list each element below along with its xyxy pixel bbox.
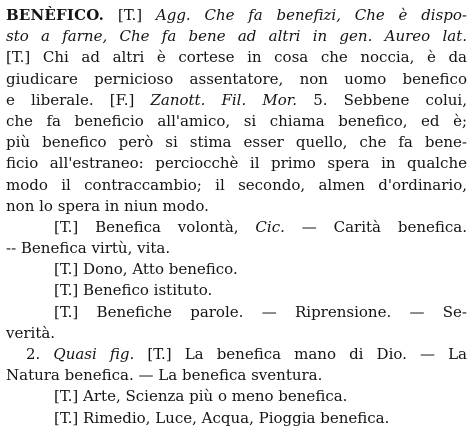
entry-text: [T.] Rimedio, Luce, Acqua, Pioggia benefica. (54, 408, 390, 427)
entry-line (6, 111, 467, 132)
entry-text: che fa beneficio all'amico, si chiama benefico, ed è; (6, 111, 467, 130)
entry-text: [T.] Dono, Atto benefico. (54, 260, 238, 279)
entry-text: [T.] Benefiche parole. — Riprensione. — Se- (54, 302, 467, 321)
entry-line (6, 323, 467, 344)
entry-line (6, 69, 467, 90)
entry-text: giudicare pernicioso assentatore, non uomo benefico (6, 69, 467, 88)
entry-line (6, 259, 467, 280)
entry-line (6, 408, 467, 429)
entry-line (6, 5, 467, 26)
entry-text: [T.] Chi ad altri è cortese in cosa che noccia, è da (6, 48, 467, 67)
entry-text: 5. Sebbene colui, (297, 90, 467, 109)
italic-text: Agg. Che fa benefizi, Che è dispo- (155, 6, 467, 24)
entry-line (6, 280, 467, 301)
entry-text: non lo spera in niun modo. (6, 196, 209, 215)
entry-line (6, 217, 467, 238)
entry-text: [T.] Benefica volontà, (54, 217, 256, 236)
italic-text: Zanott. Fil. Mor. (150, 90, 298, 109)
italic-text: Quasi fig. (53, 345, 135, 363)
entry-text: più benefico però si stima esser quello, che fa bene- (6, 133, 467, 152)
headword: BENÈFICO. (6, 6, 105, 24)
entry-text: 2. (26, 345, 54, 363)
entry-text: Natura benefica. — La benefica sventura. (6, 366, 323, 385)
entry-text: modo il contraccambio; il secondo, almen d'ordinario, (6, 175, 467, 194)
entry-line (6, 386, 467, 407)
entry-line (6, 153, 467, 174)
entry-text: verità. (6, 323, 56, 342)
entry-text: ficio all'estraneo: perciocchè il primo spera in qualche (6, 154, 467, 173)
entry-line (6, 26, 467, 47)
entry-line (6, 175, 467, 196)
entry-line (6, 90, 467, 111)
italic-text: sto a farne, Che fa bene ad altri in gen. Aureo lat. (6, 27, 467, 46)
entry-line (6, 344, 467, 365)
entry-text: -- Benefica virtù, vita. (6, 239, 171, 258)
entry-text: e liberale. [F.] (6, 90, 151, 109)
entry-line (6, 365, 467, 386)
entry-text: [T.] Benefico istituto. (54, 281, 213, 300)
entry-text: [T.] La benefica mano di Dio. — La (134, 345, 467, 363)
entry-line (6, 47, 467, 68)
italic-text: Cic. (255, 217, 285, 236)
entry-text: [T.] (104, 6, 156, 24)
entry-line (6, 302, 467, 323)
entry-text: [T.] Arte, Scienza più o meno benefica. (54, 387, 348, 406)
entry-line (6, 238, 467, 259)
entry-line (6, 132, 467, 153)
entry-line (6, 196, 467, 217)
entry-text: — Carità benefica. (284, 217, 467, 236)
